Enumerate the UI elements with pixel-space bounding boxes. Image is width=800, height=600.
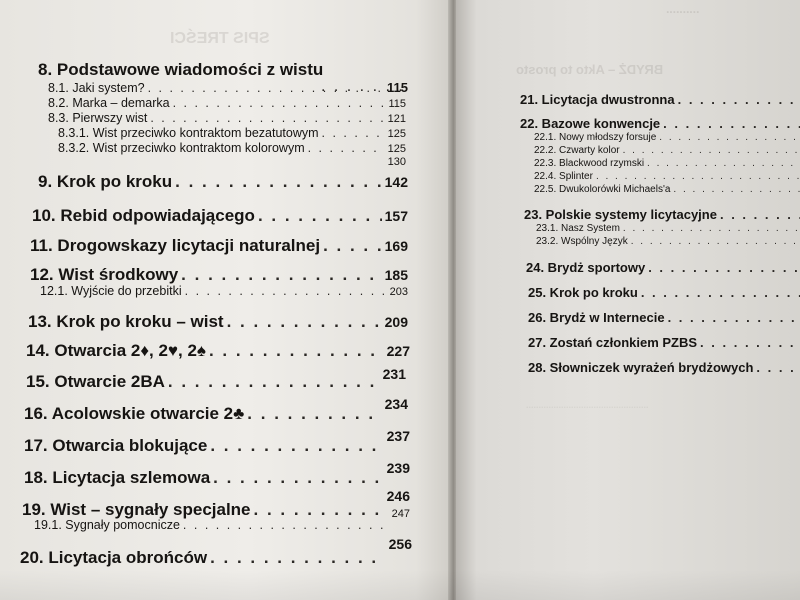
entry-page: 125: [387, 128, 406, 140]
entry-page: 115: [388, 98, 406, 110]
toc-entry-chapter: [26, 366, 406, 392]
entry-title: 8.3.2. Wist przeciwko kontraktom kolorowym: [58, 141, 305, 155]
toc-entry-section: [536, 236, 800, 247]
entry-title: 22.2. Czwarty kolor: [534, 145, 620, 156]
entry-title: 22.4. Splinter: [534, 171, 593, 182]
entry-title: 16. Acolowskie otwarcie 2♣: [24, 404, 245, 423]
entry-title: 10. Rebid odpowiadającego: [32, 206, 255, 225]
entry-page: 256: [388, 536, 412, 552]
entry-title: 8.3.1. Wist przeciwko kontraktom bezatutowym: [58, 126, 319, 140]
toc-entry-chapter: [528, 285, 800, 300]
show-through-text: .................................................: [526, 400, 649, 410]
entry-title: 22. Bazowe konwencje: [520, 116, 661, 131]
entry-page: 234: [384, 396, 408, 412]
entry-page: 247: [391, 508, 410, 520]
entry-title: 21. Licytacja dwustronna: [520, 92, 675, 107]
entry-title: 15. Otwarcie 2BA: [26, 372, 165, 391]
toc-entry-subsection: [58, 141, 406, 155]
toc-entry-chapter: [30, 236, 408, 256]
toc-entry-chapter: [520, 92, 800, 107]
toc-entry-chapter: [528, 310, 800, 325]
toc-entry-chapter: [24, 396, 408, 424]
entry-title: 23.1. Nasz System: [536, 223, 620, 234]
entry-page: 185: [384, 267, 408, 283]
toc-entry-chapter: [20, 536, 412, 568]
toc-entry-section: [534, 171, 800, 182]
toc-entry-section: [534, 184, 800, 195]
entry-title: 22.1. Nowy młodszy forsuje: [534, 132, 657, 143]
toc-entry-chapter: [26, 341, 410, 361]
entry-title: 28. Słowniczek wyrażeń brydżowych: [528, 360, 754, 375]
entry-page: 227: [386, 343, 410, 359]
entry-page: 142: [384, 174, 408, 190]
entry-title: 22.3. Blackwood rzymski: [534, 158, 645, 169]
entry-title: 25. Krok po kroku: [528, 285, 638, 300]
entry-page: 169: [384, 238, 408, 254]
entry-title: 26. Brydż w Internecie: [528, 310, 665, 325]
toc-entry-chapter: [38, 60, 400, 80]
toc-entry-section: [48, 96, 406, 110]
entry-title: 13. Krok po kroku – wist: [28, 312, 224, 331]
entry-title: 12. Wist środkowy: [30, 265, 179, 284]
toc-entry-chapter: [524, 207, 800, 222]
toc-entry-section: [48, 80, 408, 95]
toc-entry-subsection: [58, 126, 406, 140]
toc-entry-section: [534, 158, 800, 169]
entry-title: 24. Brydż sportowy: [526, 260, 646, 275]
entry-title: 27. Zostań członkiem PZBS: [528, 335, 698, 350]
entry-title: 14. Otwarcia 2♦, 2♥, 2♠: [26, 341, 206, 360]
entry-title: 17. Otwarcia blokujące: [24, 436, 208, 455]
entry-page: 239: [386, 460, 410, 476]
entry-title: 9. Krok po kroku: [38, 172, 173, 191]
toc-entry-chapter: [30, 265, 408, 285]
entry-page: 231: [382, 366, 406, 382]
entry-title: 8.3. Pierwszy wist: [48, 111, 148, 125]
toc-entry-chapter: [528, 360, 800, 375]
entry-title: 11. Drogowskazy licytacji naturalnej: [30, 236, 321, 255]
toc-entry-chapter: [38, 172, 408, 192]
entry-page: 209: [384, 314, 408, 330]
entry-title: 18. Licytacja szlemowa: [24, 468, 211, 487]
toc-entry-section: [534, 145, 800, 156]
entry-title: 22.5. Dwukolorówki Michaels'a: [534, 184, 671, 195]
entry-title: 20. Licytacja obrońców: [20, 548, 208, 567]
entry-title: 8.1. Jaki system?: [48, 81, 145, 95]
entry-page: 121: [387, 113, 406, 125]
toc-entry-chapter: [28, 312, 408, 332]
entry-title: 23.2. Wspólny Język: [536, 236, 628, 247]
entry-page: 125: [387, 143, 406, 155]
toc-entry-section: [536, 223, 800, 234]
entry-page: 246: [386, 488, 410, 504]
entry-page: 157: [384, 208, 408, 224]
toc-entry-chapter: [22, 488, 410, 520]
toc-entry-chapter: [528, 335, 800, 350]
show-through-text: ..........: [666, 2, 700, 16]
toc-entry-chapter: [24, 428, 410, 456]
toc-entry-chapter: [526, 260, 800, 275]
toc-entry-chapter: [32, 206, 408, 226]
right-page: [456, 0, 800, 600]
entry-title: 23. Polskie systemy licytacyjne: [524, 207, 717, 222]
entry-page: 203: [389, 286, 408, 298]
entry-title: 8. Podstawowe wiadomości z wistu: [38, 60, 324, 79]
toc-entry-section: [534, 132, 800, 143]
toc-entry-section: [48, 111, 406, 125]
entry-page: 130: [387, 156, 406, 168]
entry-title: 8.2. Marka – demarka: [48, 96, 170, 110]
entry-title: 19.1. Sygnały pomocnicze: [34, 518, 180, 532]
toc-entry-section: [40, 284, 408, 298]
entry-page: 237: [386, 428, 410, 444]
show-through-text: SPIS TREŚCI: [170, 30, 270, 47]
entry-page: 115: [387, 80, 408, 95]
entry-title: 12.1. Wyjście do przebitki: [40, 284, 182, 298]
toc-page-number: [360, 156, 406, 168]
show-through-text: BRYDŻ – Akto to prosto: [516, 62, 664, 77]
toc-entry-chapter: [520, 116, 800, 131]
toc-entry-chapter: [24, 460, 410, 488]
entry-title: 19. Wist – sygnały specjalne: [22, 500, 251, 519]
